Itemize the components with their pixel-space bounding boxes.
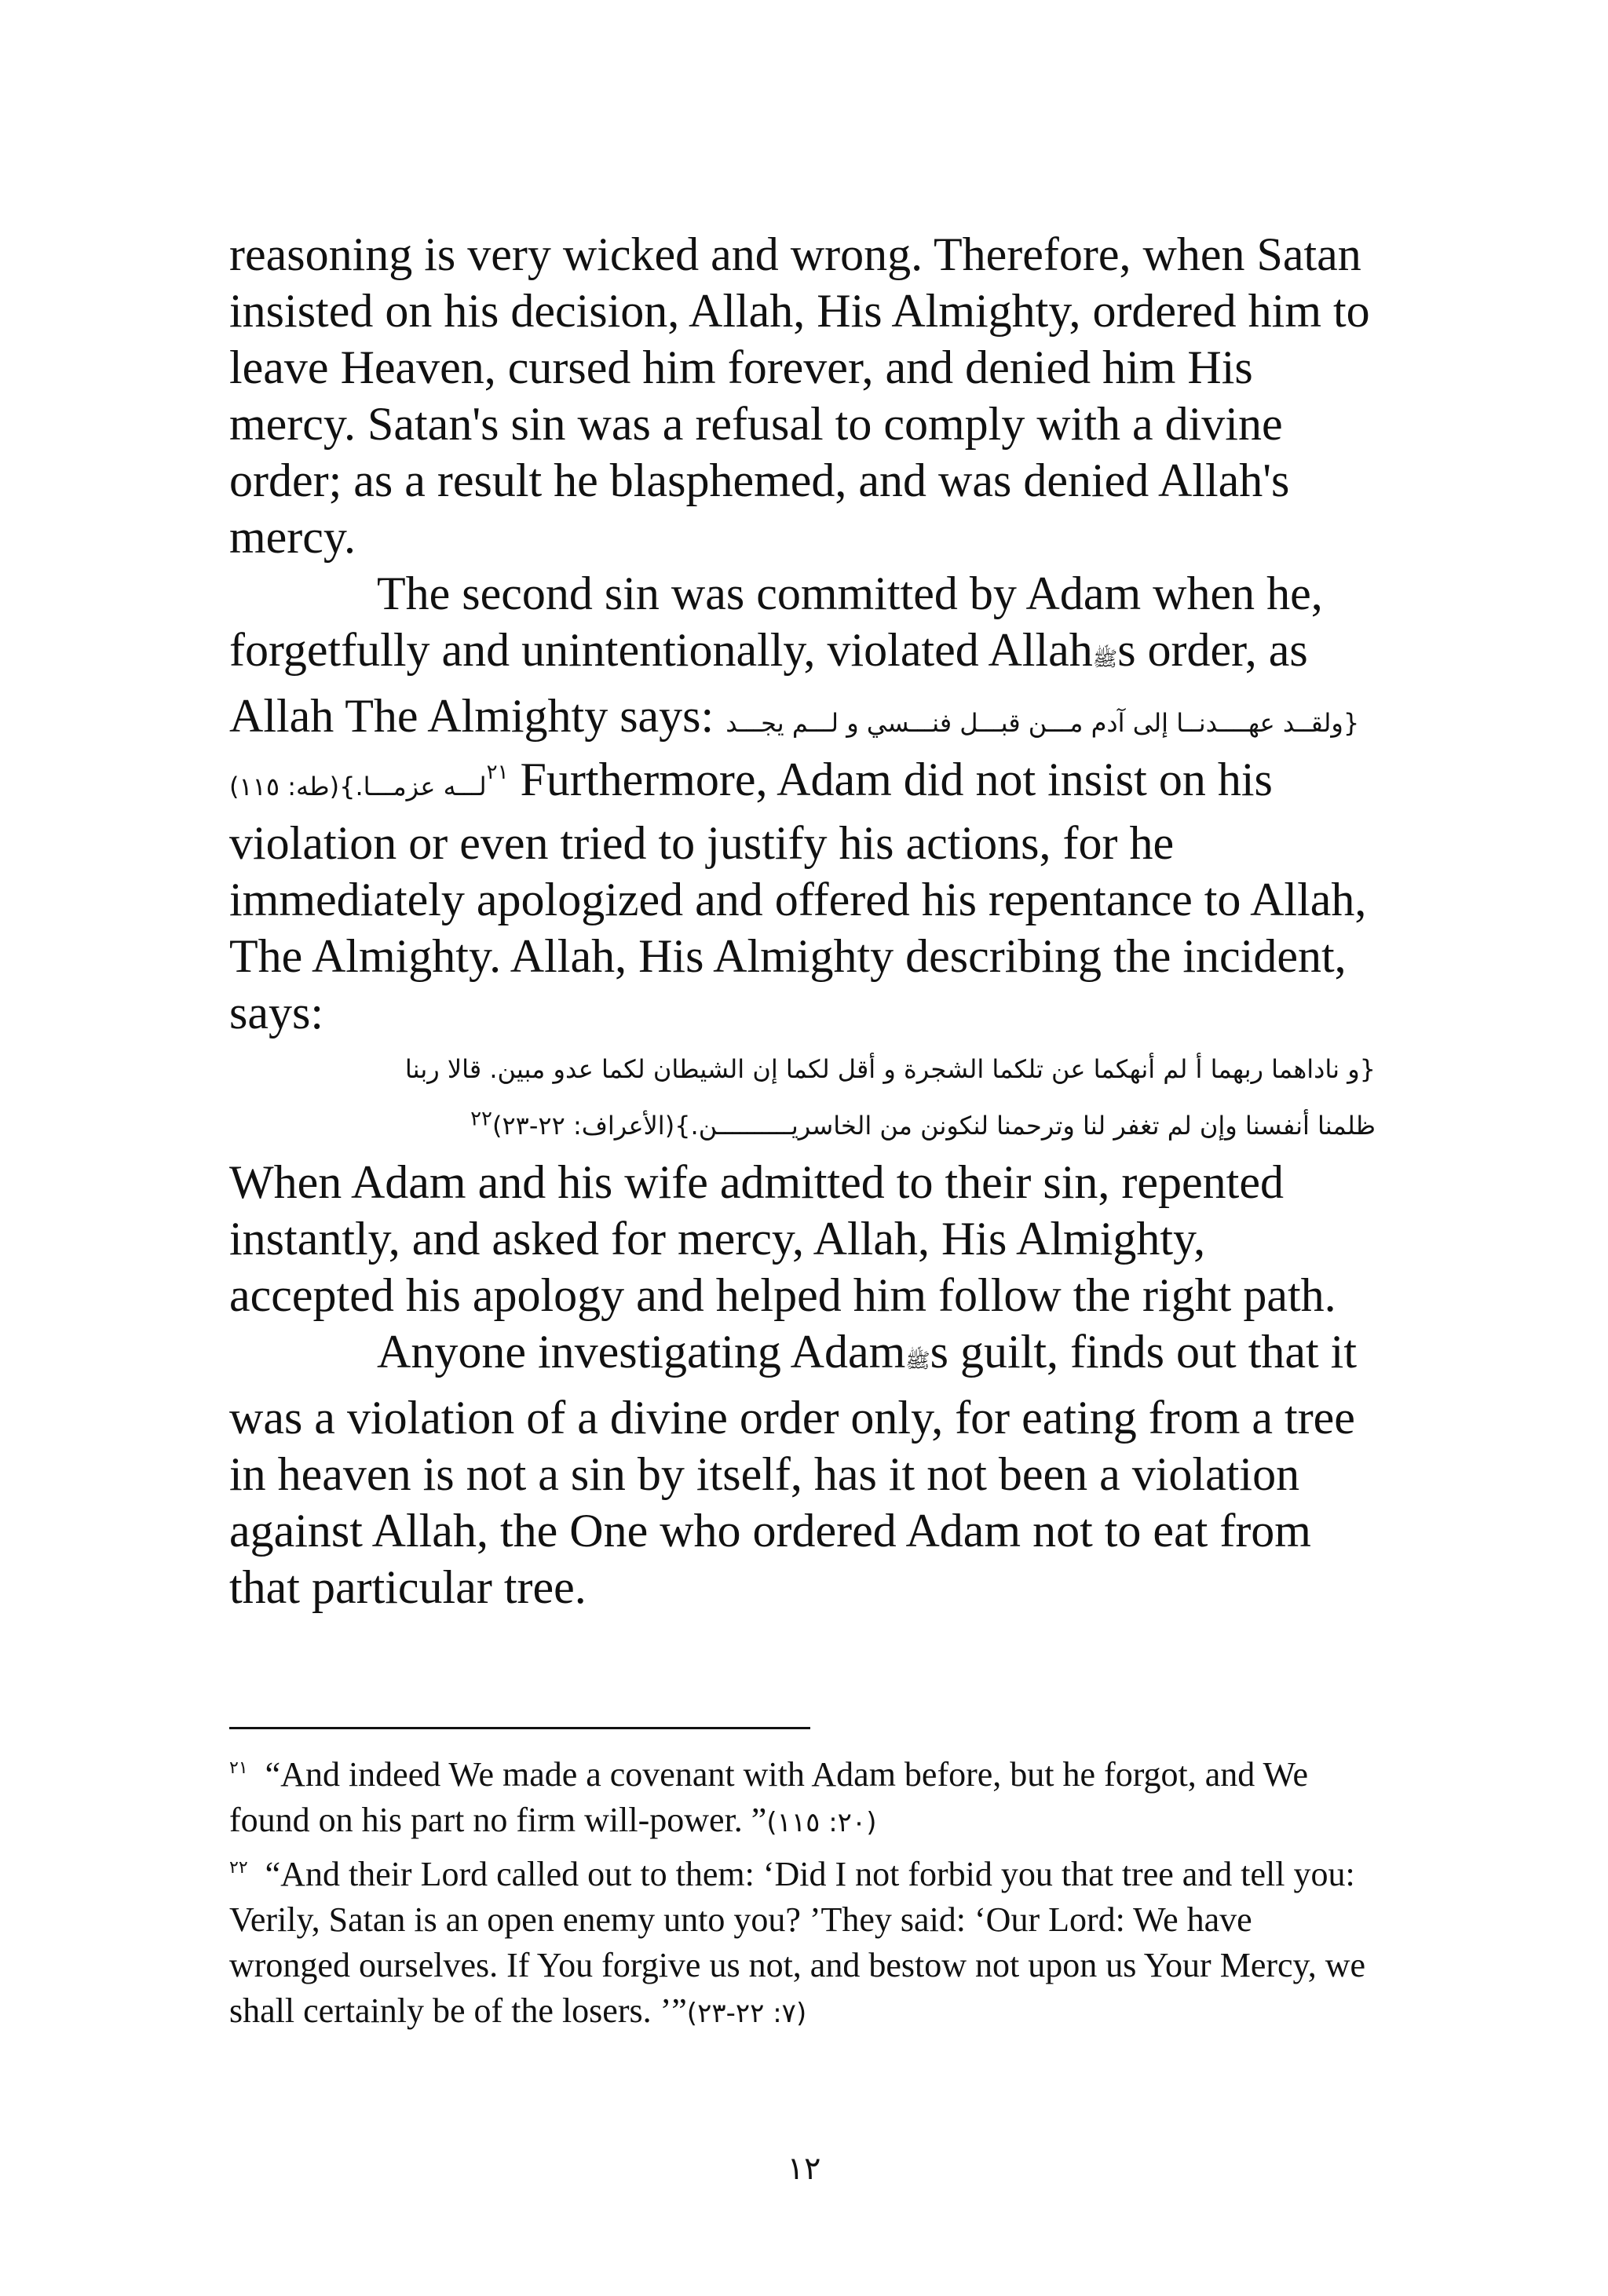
honorific-mark: ﷺ — [1092, 648, 1118, 671]
honorific-mark: ﷺ — [905, 1349, 930, 1373]
paragraph-text: Furthermore, Adam did not insist on his violation or even tried to justify his actions, for he immediately apologized and offered his repentance to Allah, The Almighty. Allah, His Almighty describing the incident, says: — [229, 754, 1367, 1038]
footnote-text: “And their Lord called out to them: ‘Did I not forbid you that tree and tell you: Verily, Satan is an open enemy unto you? ’They said: ‘Our Lord: We have wronged ourselves. If You forgive us not, and bestow not upon us Your Mercy, we shall certainly be of the losers. ’” — [229, 1855, 1365, 2030]
paragraph-text: Anyone investigating Adam — [377, 1326, 906, 1378]
paragraph-text: s order, as Allah The Almighty says: — [229, 624, 1308, 742]
footnote-divider — [229, 1727, 810, 1729]
body-text — [229, 226, 1376, 1615]
footnote — [229, 1752, 1376, 1845]
footnote-ref: ٢١ — [486, 761, 509, 784]
footnote-text: “And indeed We made a covenant with Adam before, but he forgot, and We found on his part no firm will-power. ” — [229, 1755, 1309, 1839]
paragraph: When Adam and his wife admitted to their sin, repented instantly, and asked for mercy, Allah, His Almighty, accepted his apology and helped him follow the right path. — [229, 1156, 1336, 1321]
quran-quote: {ولقــد عهــــدنــا إلى آدم مـــن قبـــل فنـــسي و لـــم يجـــد لـــه عزمـــا.}(طه: ١١٥) — [229, 708, 1360, 801]
paragraph: reasoning is very wicked and wrong. Therefore, when Satan insisted on his decision, Allah, His Almighty, ordered him to leave Heaven, cursed him forever, and denied him His mercy. Satan's sin was a refusal to comply with a divine order; as a result he blasphemed, and was denied Allah's mercy. — [229, 228, 1370, 563]
quran-quote-line: {و ناداهما ربهما أ لم أنهكما عن تلكما الشجرة و أقل لكما إن الشيطان لكما عدو مبين. قالا ربنا — [404, 1054, 1376, 1084]
quran-quote-text: ظلمنا أنفسنا وإن لم تغفر لنا وترحمنا لنكونن من الخاسريــــــــــن.}(الأعراف: ٢٢-٢٣) — [492, 1111, 1376, 1141]
footnote-mark: ٢١ — [229, 1758, 248, 1779]
paragraph — [229, 565, 1376, 1041]
footnote — [229, 1852, 1376, 2036]
paragraph-text: s guilt, finds out that it was a violation of a divine order only, for eating from a tree in heaven is not a sin by itself, has it not been a violation against Allah, the One who ordered Adam not to eat from that particular tree. — [229, 1326, 1358, 1613]
paragraph-text: The second sin was committed by Adam when he, forgetfully and unintentionally, violated Allah — [229, 568, 1323, 676]
page-number: ١٢ — [787, 2151, 821, 2187]
quran-quote-line — [229, 1097, 1376, 1154]
footnote-reference: (٢٠: ١١٥) — [766, 1807, 877, 1838]
footnote-mark: ٢٢ — [229, 1858, 248, 1878]
footnote-reference: (٧: ٢٢-٢٣) — [686, 1998, 807, 2029]
paragraph — [229, 1323, 1376, 1615]
footnotes — [229, 1752, 1376, 2042]
footnote-ref: ٢٢ — [470, 1107, 492, 1131]
